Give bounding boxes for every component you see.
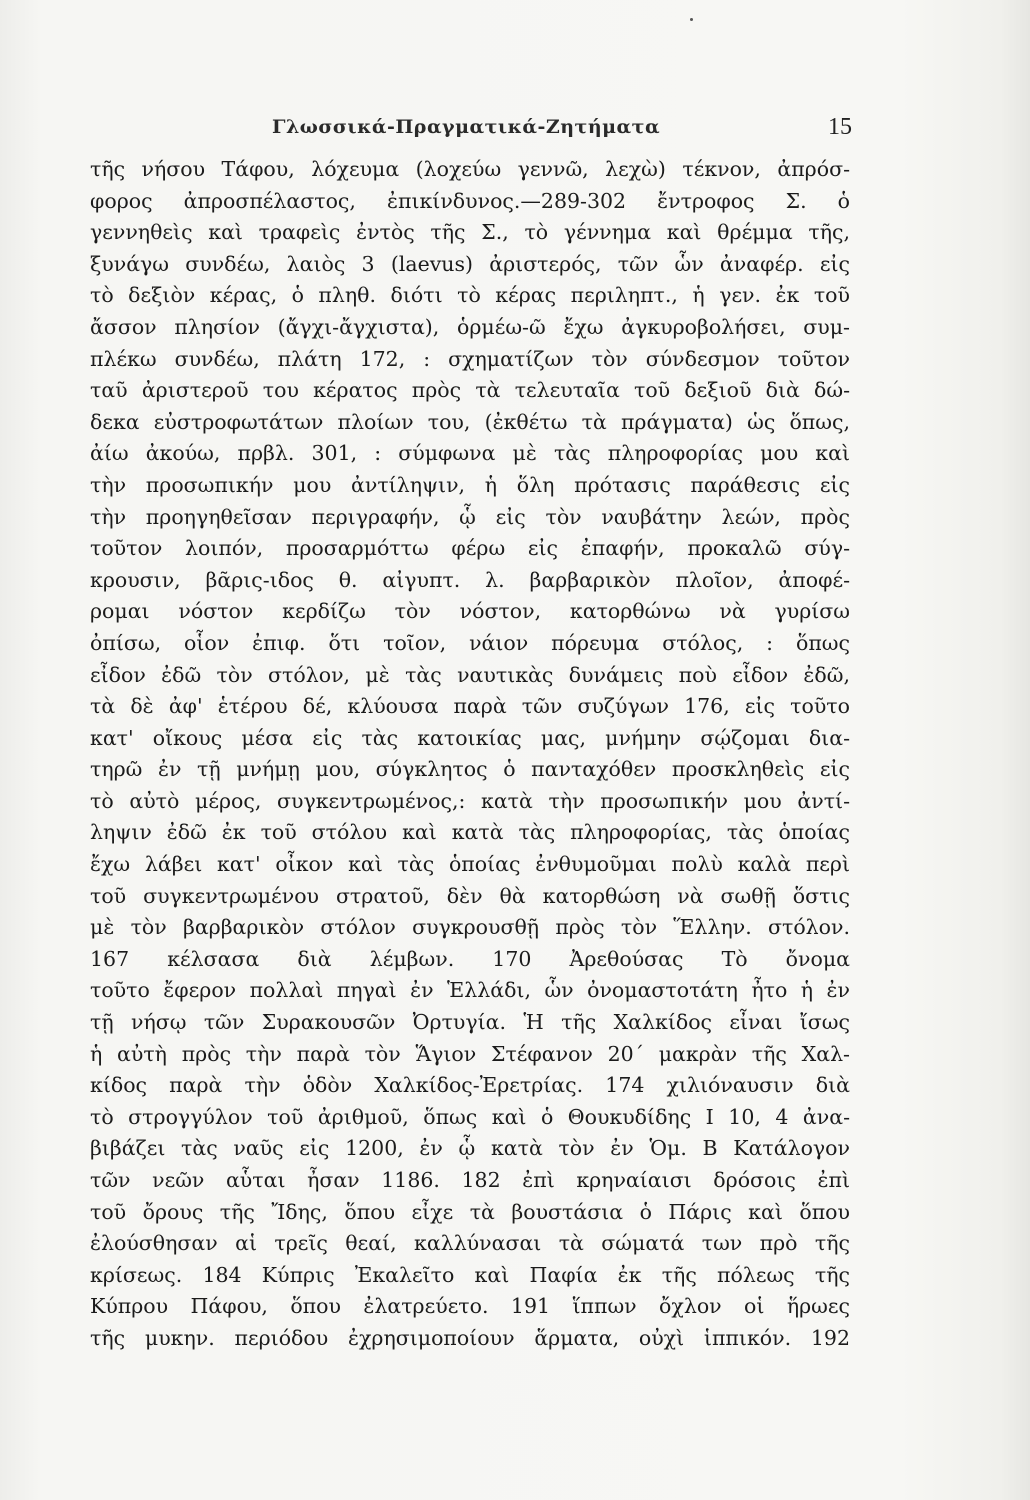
- page-number: 15: [828, 114, 852, 140]
- text-line: ληψιν ἐδῶ ἐκ τοῦ στόλου καὶ κατὰ τὰς πληροφορίας, τὰς ὁποίας: [90, 820, 850, 845]
- text-line: τοῦ ὄρους τῆς Ἴδης, ὅπου εἶχε τὰ βουστάσια ὁ Πάρις καὶ ὅπου: [90, 1199, 850, 1224]
- text-line: ἄσσον πλησίον (ἄγχι-ἄγχιστα), ὁρμέω-ῶ ἔχω ἀγκυροβολήσει, συμ-: [90, 314, 850, 339]
- text-line: ἔχω λάβει κατ' οἶκον καὶ τὰς ὁποίας ἐνθυμοῦμαι πολὺ καλὰ περὶ: [90, 852, 850, 877]
- text-line: εἶδον ἐδῶ τὸν στόλον, μὲ τὰς ναυτικὰς δυνάμεις ποὺ εἶδον ἐδῶ,: [90, 662, 850, 687]
- text-line: 167 κέλσασα διὰ λέμβων. 170 Ἀρεθούσας Τὸ ὄνομα: [90, 946, 850, 971]
- text-line: τὴν προηγηθεῖσαν περιγραφήν, ᾧ εἰς τὸν ναυβάτην λεών, πρὸς: [90, 504, 850, 529]
- commentary-text: [90, 154, 850, 1355]
- text-line: Κύπρου Πάφου, ὅπου ἐλατρεύετο. 191 ἵππων ὄχλον οἱ ἥρωες: [90, 1294, 850, 1319]
- text-line: τῆς νήσου Τάφου, λόχευμα (λοχεύω γεννῶ, λεχὼ) τέκνον, ἀπρόσ-: [90, 157, 850, 181]
- text-line: τῆς μυκην. περιόδου ἐχρησιμοποίουν ἅρματα, οὐχὶ ἱππικόν. 192: [90, 1325, 850, 1350]
- text-line: φορος ἀπροσπέλαστος, ἐπικίνδυνος.—289-302 ἔντροφος Σ. ὁ: [90, 188, 850, 213]
- text-line: τηρῶ ἐν τῇ μνήμῃ μου, σύγκλητος ὁ πανταχόθεν προσκληθεὶς εἰς: [90, 757, 850, 782]
- text-line: τῇ νήσῳ τῶν Συρακουσῶν Ὀρτυγία. Ἡ τῆς Χαλκίδος εἶναι ἴσως: [90, 1010, 850, 1035]
- running-title: Γλωσσικά-Πραγματικά-Ζητήματα: [272, 116, 661, 138]
- text-line: τὸ δεξιὸν κέρας, ὁ πληθ. διότι τὸ κέρας περιληπτ., ἡ γεν. ἐκ τοῦ: [90, 283, 850, 308]
- text-line: γεννηθεὶς καὶ τραφεὶς ἐντὸς τῆς Σ., τὸ γέννημα καὶ θρέμμα τῆς,: [90, 220, 850, 245]
- text-line: κίδος παρὰ τὴν ὁδὸν Χαλκίδος-Ἐρετρίας. 174 χιλιόναυσιν διὰ: [90, 1073, 850, 1098]
- text-line: πλέκω συνδέω, πλάτη 172, : σχηματίζων τὸν σύνδεσμον τοῦτον: [90, 346, 850, 371]
- text-line: τὸ στρογγύλον τοῦ ἀριθμοῦ, ὅπως καὶ ὁ Θουκυδίδης I 10, 4 ἀνα-: [90, 1104, 850, 1129]
- text-line: τὸ αὐτὸ μέρος, συγκεντρωμένος,: κατὰ τὴν προσωπικήν μου ἀντί-: [90, 788, 850, 813]
- text-line: μὲ τὸν βαρβαρικὸν στόλον συγκρουσθῇ πρὸς τὸν Ἕλλην. στόλον.: [90, 915, 850, 940]
- text-line: βιβάζει τὰς ναῦς εἰς 1200, ἐν ᾧ κατὰ τὸν ἐν Ὁμ. Β Κατάλογον: [90, 1136, 850, 1161]
- text-line: τοῦτο ἔφερον πολλαὶ πηγαὶ ἐν Ἑλλάδι, ὧν ὀνομαστοτάτη ἦτο ἡ ἐν: [90, 978, 850, 1003]
- text-line: κρίσεως. 184 Κύπρις Ἐκαλεῖτο καὶ Παφία ἐκ τῆς πόλεως τῆς: [90, 1262, 850, 1287]
- text-line: ἀίω ἀκούω, πρβλ. 301, : σύμφωνα μὲ τὰς πληροφορίας μου καὶ: [90, 441, 850, 466]
- text-line: τοῦτον λοιπόν, προσαρμόττω φέρω εἰς ἐπαφήν, προκαλῶ σύγ-: [90, 536, 850, 561]
- print-speck: [690, 18, 693, 21]
- text-line: κρουσιν, βᾶρις-ιδος θ. αἰγυπτ. λ. βαρβαρικὸν πλοῖον, ἀποφέ-: [90, 567, 850, 592]
- text-line: δεκα εὐστροφωτάτων πλοίων του, (ἐκθέτω τὰ πράγματα) ὡς ὅπως,: [90, 409, 850, 434]
- text-line: ξυνάγω συνδέω, λαιὸς 3 (laevus) ἀριστερός, τῶν ὧν ἀναφέρ. εἰς: [90, 251, 850, 276]
- text-line: τὴν προσωπικήν μου ἀντίληψιν, ἡ ὅλη πρότασις παράθεσις εἰς: [90, 472, 850, 497]
- text-line: ἐλούσθησαν αἱ τρεῖς θεαί, καλλύνασαι τὰ σώματά των πρὸ τῆς: [90, 1231, 850, 1256]
- text-line: ὀπίσω, οἷον ἐπιφ. ὅτι τοῖον, νάιον πόρευμα στόλος, : ὅπως: [90, 630, 850, 655]
- text-line: τῶν νεῶν αὗται ἦσαν 1186. 182 ἐπὶ κρηναίαισι δρόσοις ἐπὶ: [90, 1168, 850, 1192]
- text-line: ἡ αὐτὴ πρὸς τὴν παρὰ τὸν Ἅγιον Στέφανον 20΄ μακρὰν τῆς Χαλ-: [90, 1041, 850, 1066]
- text-line: τὰ δὲ ἀφ' ἑτέρου δέ, κλύουσα παρὰ τῶν συζύγων 176, εἰς τοῦτο: [90, 694, 850, 719]
- text-line: κατ' οἴκους μέσα εἰς τὰς κατοικίας μας, μνήμην σῴζομαι δια-: [90, 725, 850, 750]
- text-line: ρομαι νόστον κερδίζω τὸν νόστον, κατορθώνω νὰ γυρίσω: [90, 599, 850, 624]
- text-line: τοῦ συγκεντρωμένου στρατοῦ, δὲν θὰ κατορθώση νὰ σωθῇ ὅστις: [90, 883, 850, 908]
- text-line: ταῦ ἀριστεροῦ του κέρατος πρὸς τὰ τελευταῖα τοῦ δεξιοῦ διὰ δώ-: [90, 378, 850, 403]
